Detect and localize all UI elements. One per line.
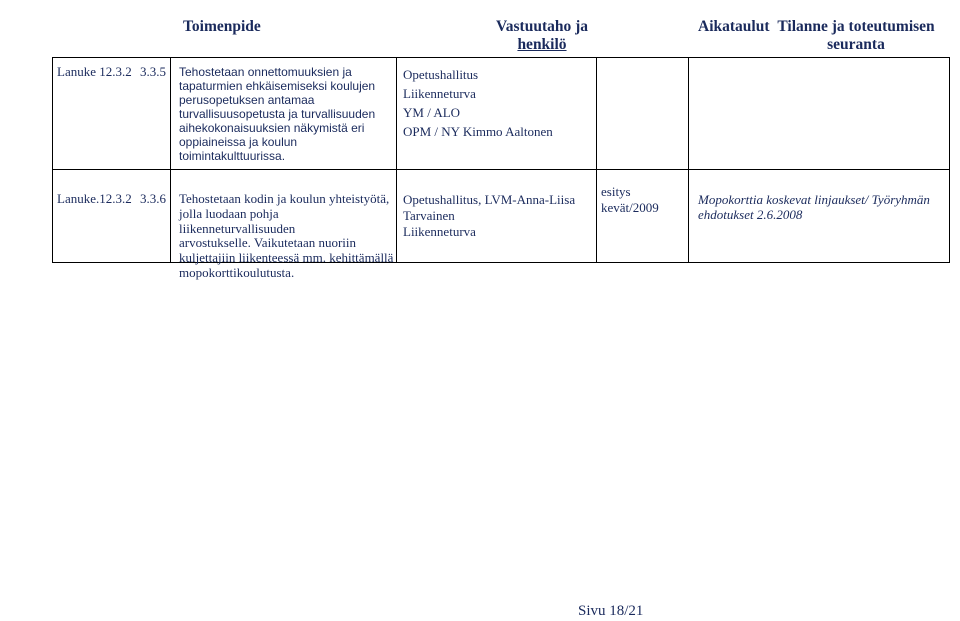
grid-line <box>949 57 950 263</box>
row2-vastuutaho-line: Opetushallitus, LVM-Anna-Liisa <box>403 192 576 207</box>
row1-lanuke: Lanuke 12.3.2 <box>57 64 132 79</box>
row1-toimenpide-line: tapaturmien ehkäisemiseksi koulujen <box>179 79 376 93</box>
row1-number: 3.3.5 <box>140 64 166 79</box>
row1-vastuutaho-line: Opetushallitus <box>403 67 479 82</box>
row2-vastuutaho-line: Tarvainen <box>403 208 455 223</box>
row2-toimenpide-line: arvostukselle. Vaikutetaan nuoriin <box>179 235 357 251</box>
row1-toimenpide-line: toimintakulttuurissa. <box>179 149 286 163</box>
grid-line <box>170 57 171 263</box>
row1-toimenpide-line: oppiaineissa ja koulun <box>179 135 298 149</box>
grid-line <box>52 57 53 263</box>
row1-toimenpide <box>179 65 394 163</box>
header-aikataulut: Aikataulut <box>698 18 770 35</box>
row1-vastuutaho-line: OPM / NY Kimmo Aaltonen <box>403 124 553 139</box>
row2-aikataulut-line: kevät/2009 <box>601 199 659 215</box>
row1-toimenpide-line: perusopetuksen antamaa <box>179 93 315 107</box>
header-tilanne-line2: seuranta <box>827 36 885 53</box>
row2-vastuutaho-line: Liikenneturva <box>403 224 476 239</box>
row2-tilanne <box>698 192 948 222</box>
row2-toimenpide-line: Tehostetaan kodin ja koulun yhteistyötä, <box>179 191 390 206</box>
row2-toimenpide-line: jolla luodaan pohja liikenneturvallisuuden <box>179 205 296 236</box>
row1-vastuutaho <box>403 65 593 141</box>
row2-lanuke: Lanuke.12.3.2 <box>57 191 132 206</box>
row1-toimenpide-line: Tehostetaan onnettomuuksien ja <box>179 65 352 79</box>
header-toimenpide: Toimenpide <box>183 18 261 35</box>
row2-toimenpide-line: mopokorttikoulutusta. <box>179 264 295 280</box>
row1-toimenpide-line: turvallisuusopetusta ja turvallisuuden <box>179 107 376 121</box>
grid-line <box>52 169 950 170</box>
header-vastuutaho-line1: Vastuutaho ja <box>495 18 589 35</box>
row2-tilanne-line: ehdotukset 2.6.2008 <box>698 207 803 222</box>
grid-line <box>596 57 597 263</box>
row1-vastuutaho-line: Liikenneturva <box>403 86 476 101</box>
row1-vastuutaho-line: YM / ALO <box>403 105 461 120</box>
row1-toimenpide-line: aihekokonaisuuksien näkymistä eri <box>179 121 365 135</box>
page-number: Sivu 18/21 <box>578 603 644 619</box>
row2-vastuutaho <box>403 192 593 240</box>
row2-toimenpide-line: kuljettajiin liikenteessä mm. kehittämällä <box>179 250 394 266</box>
header-vastuutaho-line2: henkilö <box>517 36 567 53</box>
grid-line <box>396 57 397 263</box>
row2-aikataulut-line: esitys <box>601 184 631 199</box>
row2-aikataulut <box>601 184 683 215</box>
header-vastuutaho <box>478 18 606 54</box>
row2-tilanne-line: Mopokorttia koskevat linjaukset/ Työryhmän <box>698 192 930 207</box>
grid-line <box>52 57 950 58</box>
row2-number: 3.3.6 <box>140 191 166 206</box>
header-tilanne-line1: Tilanne ja toteutumisen <box>777 18 935 35</box>
header-tilanne <box>776 18 936 54</box>
grid-line <box>688 57 689 263</box>
row2-toimenpide <box>179 192 394 281</box>
